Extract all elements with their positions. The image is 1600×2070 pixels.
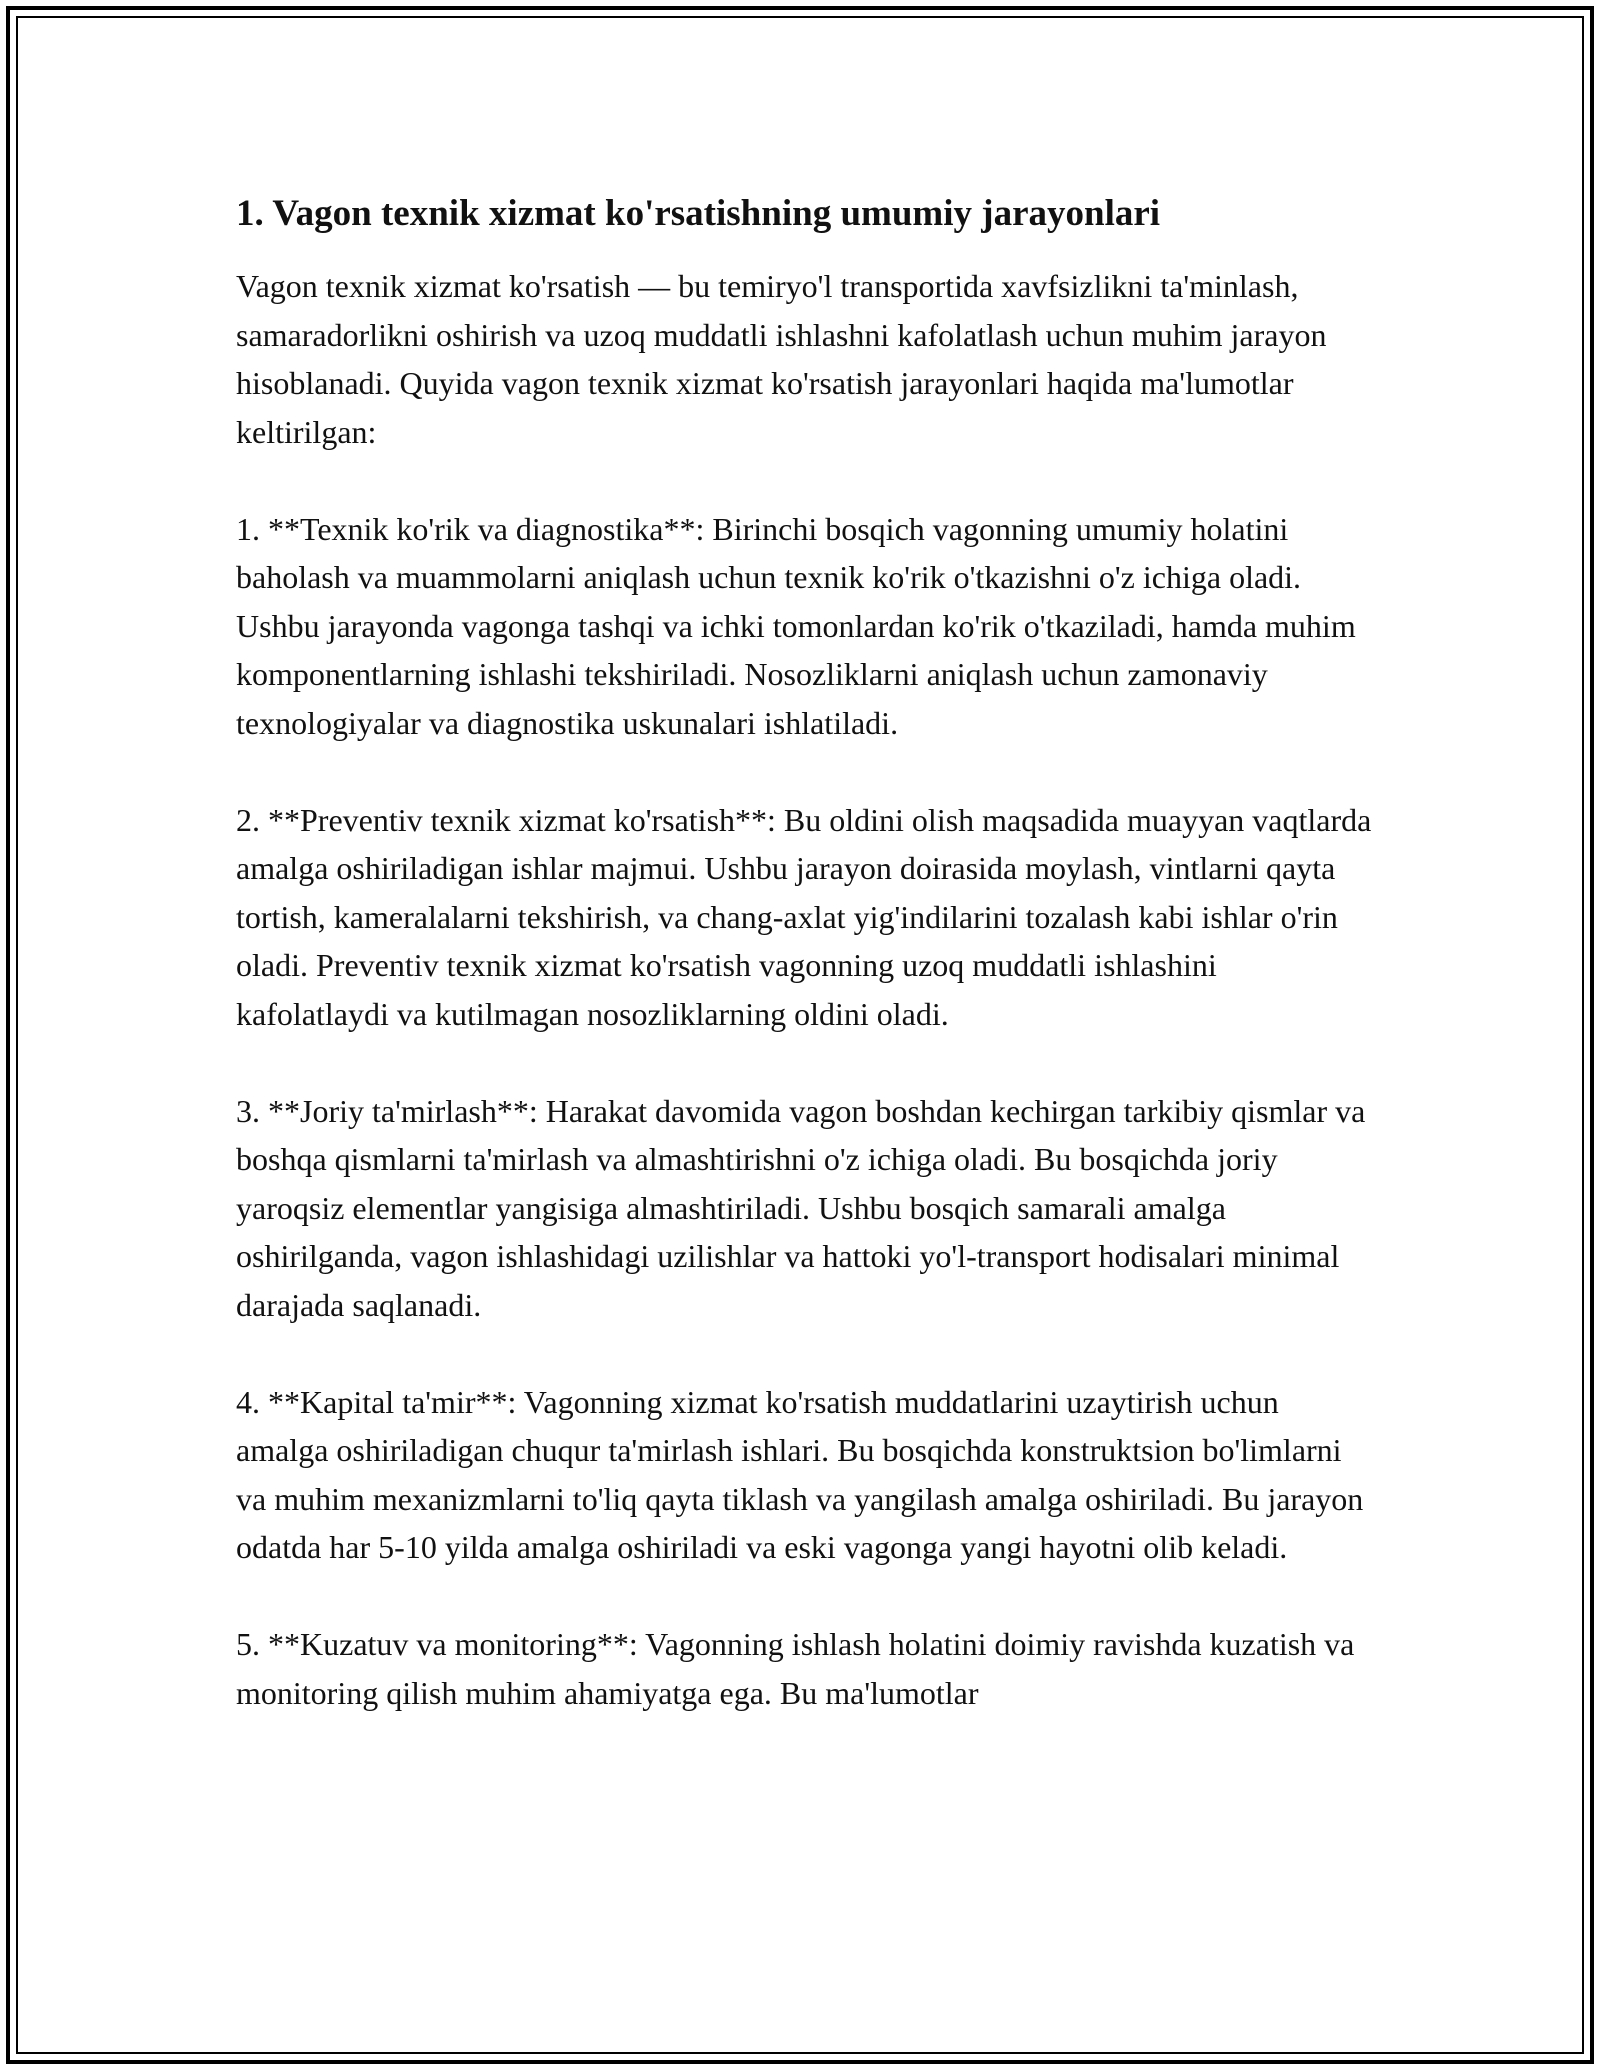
intro-paragraph: Vagon texnik xizmat ko'rsatish — bu temiryo'l transportida xavfsizlikni ta'minlash, samaradorlikni oshirish va uzoq muddatli ishlashni kafolatlash uchun muhim jarayon hisoblanadi. Quyida vagon texnik xizmat ko'rsatish jarayonlari haqida ma'lumotlar keltirilgan: — [236, 268, 1327, 450]
list-item-current-repair: 3. **Joriy ta'mirlash**: Harakat davomida vagon boshdan kechirgan tarkibiy qismlar va boshqa qismlarni ta'mirlash va almashtirishni o'z ichiga oladi. Bu bosqichda joriy yaroqsiz elementlar yangisiga almashtiriladi. Ushbu bosqich samarali amalga oshirilganda, vagon ishlashidagi uzilishlar va hattoki yo'l-transport hodisalari minimal darajada saqlanadi. — [236, 1092, 1366, 1323]
section-heading: 1. Vagon texnik xizmat ko'rsatishning umumiy jarayonlari — [236, 193, 1161, 234]
list-item-capital-repair: 4. **Kapital ta'mir**: Vagonning xizmat ko'rsatish muddatlarini uzaytirish uchun amalga oshiriladigan chuqur ta'mirlash ishlari. Bu bosqichda konstruktsion bo'limlarni va muhim mexanizmlarni to'liq qayta tiklash va yangilash amalga oshiriladi. Bu jarayon odatda har 5-10 yilda amalga oshiriladi va eski vagonga yangi hayotni olib keladi. — [236, 1383, 1364, 1565]
list-item-technical-inspection: 1. **Texnik ko'rik va diagnostika**: Birinchi bosqich vagonning umumiy holatini baholash va muammolarni aniqlash uchun texnik ko'rik o'tkazishni o'z ichiga oladi. Ushbu jarayonda vagonga tashqi va ichki tomonlardan ko'rik o'tkaziladi, hamda muhim komponentlarning ishlashi tekshiriladi. Nosozliklarni aniqlash uchun zamonaviy texnologiyalar va diagnostika uskunalari ishlatiladi. — [236, 510, 1356, 741]
document-body — [236, 186, 1376, 1717]
list-item-preventive-maintenance: 2. **Preventiv texnik xizmat ko'rsatish**: Bu oldini olish maqsadida muayyan vaqtlarda amalga oshiriladigan ishlar majmui. Ushbu jarayon doirasida moylash, vintlarni qayta tortish, kameralalarni tekshirish, va chang-axlat yig'indilarini tozalash kabi ishlar o'rin oladi. Preventiv texnik xizmat ko'rsatish vagonning uzoq muddatli ishlashini kafolatlaydi va kutilmagan nosozliklarning oldini oladi. — [236, 801, 1372, 1032]
list-item-monitoring: 5. **Kuzatuv va monitoring**: Vagonning ishlash holatini doimiy ravishda kuzatish va monitoring qilish muhim ahamiyatga ega. Bu ma'lumotlar — [236, 1626, 1355, 1711]
